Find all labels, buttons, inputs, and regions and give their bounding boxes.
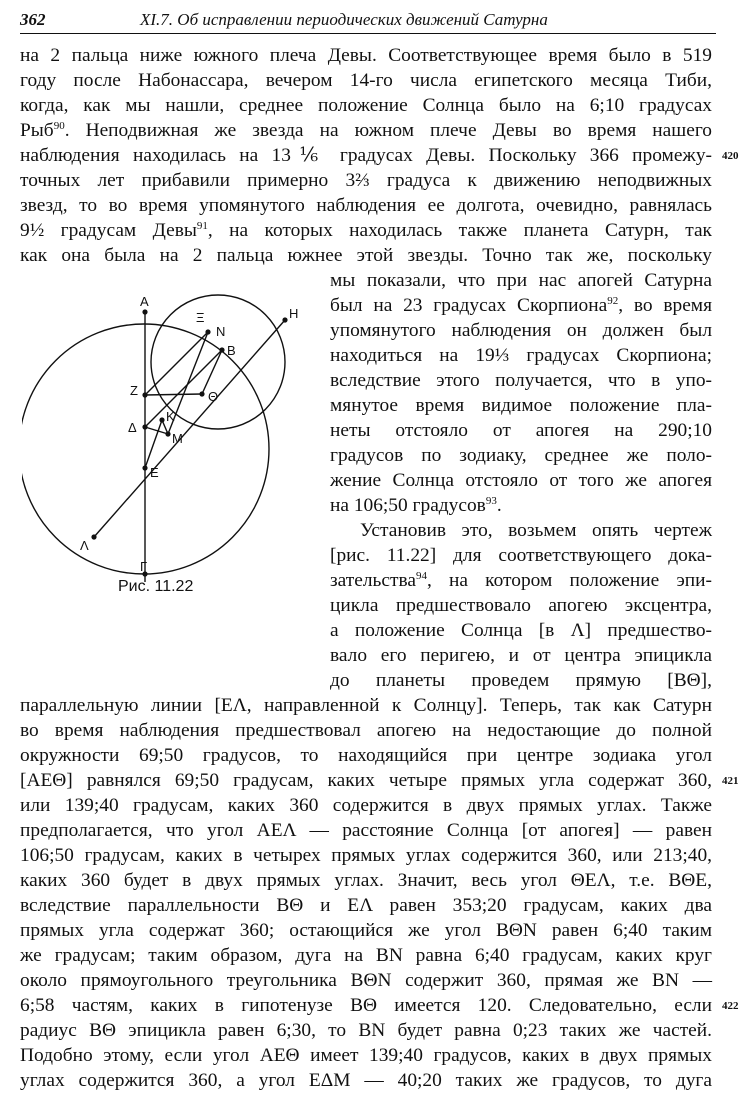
text-line: 106;50 градусам, каких в четырех прямых углах содержится 360, или 213;40, bbox=[20, 845, 712, 866]
label-b: B bbox=[227, 343, 236, 358]
text-line: когда, как мы нашли, среднее положение Солнца было на 6;10 градусах bbox=[20, 95, 712, 116]
text-line: [рис. 11.22] для соответствующего дока- bbox=[330, 545, 712, 566]
text-line: [ΑΕΘ] равнялся 69;50 градусам, каких четыре прямых угла содержат 360, bbox=[20, 770, 712, 791]
line-b-theta bbox=[202, 350, 222, 394]
text-line: окружности 69;50 градусов, то находящийся при центре зодиака угол bbox=[20, 745, 712, 766]
text-line: 6;58 частям, каких в гипотенузе ΒΘ имеется 120. Следовательно, если bbox=[20, 995, 712, 1016]
label-m: M bbox=[172, 431, 183, 446]
label-theta: Θ bbox=[208, 389, 219, 404]
footnote-ref: 92 bbox=[607, 295, 619, 307]
text-line: мы показали, что при нас апогей Сатурна bbox=[330, 270, 712, 291]
text-line: звезд, то во время упомянутого наблюдения ее долгота, очевидно, равнялась bbox=[20, 195, 712, 216]
text-line: Рыб$^{90}$. Неподвижная же звезда на южном плече Девы во время нашего bbox=[20, 120, 712, 141]
text-line: вало его перигею, и от центра эпицикла bbox=[330, 645, 712, 666]
text-line: точных лет прибавили примерно 3⅔ градуса к движению неподвижных bbox=[20, 170, 712, 191]
label-lambda: Λ bbox=[80, 538, 89, 553]
label-xi: Ξ bbox=[196, 310, 205, 325]
text-line: Установив это, возьмем опять чертеж bbox=[360, 520, 712, 541]
text-line: радиус ΒΘ эпицикла равен 6;30, то ΒΝ будет равна 0;23 таких же частей. bbox=[20, 1020, 712, 1041]
text-line: около прямоугольного треугольника ΒΘΝ содержит 360, прямая же ΒΝ — bbox=[20, 970, 712, 991]
line-z-theta bbox=[145, 394, 202, 395]
margin-number: 420 bbox=[722, 150, 739, 162]
text-line: упомянутого наблюдения он должен был bbox=[330, 320, 712, 341]
text-line: неты отстояло от апогея на 290;10 bbox=[330, 420, 712, 441]
footnote-ref: 94 bbox=[415, 570, 427, 582]
label-k: K bbox=[166, 409, 175, 424]
margin-number: 421 bbox=[722, 775, 739, 787]
text-line: Подобно этому, если угол ΑΕΘ имеет 139;40 градусов, каких в двух прямых bbox=[20, 1045, 712, 1066]
text-line: градусов по зодиаку, среднее же поло- bbox=[330, 445, 712, 466]
footnote-ref: 93 bbox=[485, 495, 497, 507]
text-line: до планеты проведем прямую [ΒΘ], bbox=[330, 670, 712, 691]
line-delta-m bbox=[145, 427, 168, 434]
text-line: как она была на 2 пальца южнее этой звезды. Точно так же, поскольку bbox=[20, 245, 712, 266]
text-line: же градусам; таким образом, дуга на ΒΝ равна 6;40 градусам, каких круг bbox=[20, 945, 712, 966]
text-line: прямых угла содержат 360; остающийся же угол ΒΘΝ равен 6;40 таким bbox=[20, 920, 712, 941]
running-header bbox=[20, 10, 720, 32]
label-z: Z bbox=[130, 383, 138, 398]
label-n: N bbox=[216, 324, 226, 339]
text-line: году после Набонассара, вечером 14-го числа египетского месяца Тиби, bbox=[20, 70, 712, 91]
text-line: жение Солнца отстояло от того же апогея bbox=[330, 470, 712, 491]
text-line: на 106;50 градусов$^{93}$. bbox=[330, 495, 502, 516]
text-line: углах содержится 360, а угол ΕΔΜ — 40;20 таких же градусов, то дуга bbox=[20, 1070, 712, 1091]
label-h: H bbox=[289, 306, 299, 321]
figure-11-22 bbox=[22, 292, 322, 582]
figure-caption: Рис. 11.22 bbox=[118, 578, 194, 595]
label-alpha: A bbox=[140, 294, 149, 309]
text-line: во время наблюдения предшествовал апогею на недостающие до полной bbox=[20, 720, 712, 741]
label-gamma: Γ bbox=[140, 559, 148, 574]
margin-number: 422 bbox=[722, 1000, 739, 1012]
text-line: находиться на 19⅓ градусах Скорпиона; bbox=[330, 345, 712, 366]
text-line: каких 360 будет в двух прямых углах. Значит, весь угол ΘΕΛ, т.е. ΒΘΕ, bbox=[20, 870, 712, 891]
text-line: зательства$^{94}$, на котором положение эпи- bbox=[330, 570, 712, 591]
text-line: был на 23 градусах Скорпиона$^{92}$, во время bbox=[330, 295, 712, 316]
text-line: мянутое время видимое положение пла- bbox=[330, 395, 712, 416]
text-line: а положение Солнца [в Λ] предшество- bbox=[330, 620, 712, 641]
running-title: XI.7. Об исправлении периодических движений Сатурна bbox=[140, 10, 548, 29]
page-number: 362 bbox=[20, 10, 46, 29]
footnote-ref: 91 bbox=[196, 220, 208, 232]
text-line: 9½ градусам Девы$^{91}$, на которых находилась также планета Сатурн, так bbox=[20, 220, 712, 241]
footnote-ref: 90 bbox=[53, 120, 65, 132]
text-line: параллельную линии [ΕΛ, направленной к Солнцу]. Теперь, так как Сатурн bbox=[20, 695, 712, 716]
text-line: предполагается, что угол ΑΕΛ — расстояние Солнца [от апогея] — равен bbox=[20, 820, 712, 841]
text-line: или 139;40 градусам, каких 360 содержится в двух прямых углах. Также bbox=[20, 795, 712, 816]
label-delta: Δ bbox=[128, 420, 137, 435]
text-line: вследствие параллельности ΒΘ и ΕΛ равен 353;20 градусам, каких два bbox=[20, 895, 712, 916]
label-e: E bbox=[150, 465, 159, 480]
header-rule bbox=[20, 33, 716, 34]
text-line: цикла предшествовало апогею эксцентра, bbox=[330, 595, 712, 616]
text-line: вследствие этого получается, что в упо- bbox=[330, 370, 712, 391]
text-line: наблюдения находилась на 13⅙ градусах Девы. Поскольку 366 промежу- bbox=[20, 145, 712, 166]
text-line: на 2 пальца ниже южного плеча Девы. Соответствующее время было в 519 bbox=[20, 45, 712, 66]
